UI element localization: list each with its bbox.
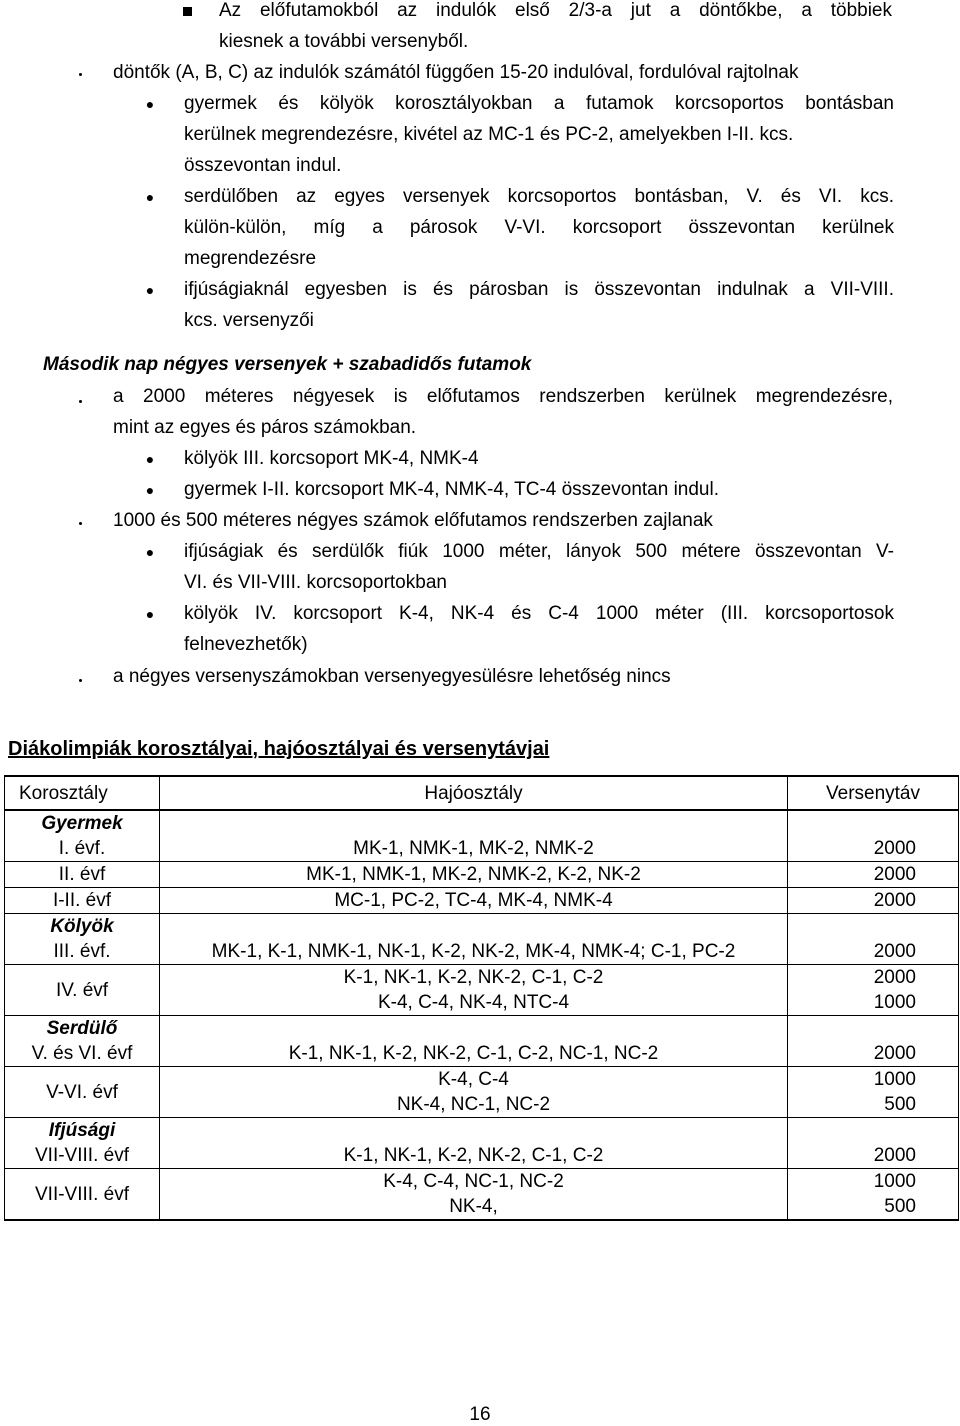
boat-cell: MK-1, NMK-1, MK-2, NMK-2, K-2, NK-2 bbox=[160, 862, 788, 888]
boat-line: NK-4, bbox=[449, 1196, 498, 1217]
small-bullet-icon bbox=[79, 400, 82, 403]
age-cell bbox=[5, 1118, 160, 1169]
group-label: Kölyök bbox=[50, 916, 114, 937]
table-row bbox=[5, 1016, 959, 1067]
table-row bbox=[5, 888, 959, 914]
distance-line: 1000 bbox=[873, 992, 916, 1013]
text-line: ifjúságiaknál egyesben is és párosban is összevontan indulnak a VII-VIII. bbox=[184, 279, 894, 300]
small-bullet-icon bbox=[79, 679, 82, 682]
bullet-icon: ● bbox=[145, 189, 155, 205]
bullet-icon: ● bbox=[145, 482, 155, 498]
bullet-icon: ● bbox=[145, 606, 155, 622]
text-line: gyermek I-II. korcsoport MK-4, NMK-4, TC-4 összevontan indul. bbox=[184, 479, 719, 500]
boat-cell: MC-1, PC-2, TC-4, MK-4, NMK-4 bbox=[160, 888, 788, 914]
distance-cell: 2000 bbox=[788, 862, 959, 888]
boat-line: K-1, NK-1, K-2, NK-2, C-1, C-2 bbox=[343, 967, 604, 988]
distance-cell bbox=[788, 1169, 959, 1221]
table-row bbox=[5, 862, 959, 888]
distance-line: 500 bbox=[884, 1094, 916, 1115]
text-line: a 2000 méteres négyesek is előfutamos rendszerben kerülnek megrendezésre, bbox=[113, 386, 893, 407]
text-line: Az előfutamokból az indulók első 2/3-a jut a döntőkbe, a többiek bbox=[219, 0, 892, 21]
distance-cell bbox=[788, 1067, 959, 1118]
year-label: V. és VI. évf bbox=[31, 1043, 133, 1064]
header-distance: Versenytáv bbox=[788, 776, 959, 810]
distance-cell: 2000 bbox=[788, 914, 959, 965]
group-label: Ifjúsági bbox=[48, 1120, 116, 1141]
table-row bbox=[5, 1169, 959, 1221]
page-number: 16 bbox=[469, 1404, 491, 1425]
boat-cell: K-1, NK-1, K-2, NK-2, C-1, C-2, NC-1, NC-2 bbox=[160, 1016, 788, 1067]
text-line: kölyök III. korcsoport MK-4, NMK-4 bbox=[184, 448, 479, 469]
text-line: megrendezésre bbox=[184, 248, 317, 269]
distance-cell bbox=[788, 965, 959, 1016]
text-line: összevontan indul. bbox=[184, 155, 342, 176]
text-line: gyermek és kölyök korosztályokban a futamok korcsoportos bontásban bbox=[184, 93, 894, 114]
bullet-icon: ● bbox=[145, 282, 155, 298]
distance-line: 1000 bbox=[873, 1171, 916, 1192]
age-cell: VII-VIII. évf bbox=[5, 1169, 160, 1221]
table-header-row bbox=[5, 776, 959, 810]
bullet-icon: ● bbox=[145, 451, 155, 467]
header-boat: Hajóosztály bbox=[160, 776, 788, 810]
square-bullet-icon bbox=[183, 7, 192, 16]
boat-cell: MK-1, K-1, NMK-1, NK-1, K-2, NK-2, MK-4, NMK-4; C-1, PC-2 bbox=[160, 914, 788, 965]
text-line: kiesnek a további versenyből. bbox=[219, 31, 469, 52]
distance-cell: 2000 bbox=[788, 1016, 959, 1067]
age-class-table bbox=[4, 775, 959, 1221]
text-line: ifjúságiak és serdülők fiúk 1000 méter, lányok 500 métere összevontan V- bbox=[184, 541, 894, 562]
boat-line: K-4, C-4 bbox=[438, 1069, 509, 1090]
table-row bbox=[5, 810, 959, 862]
boat-cell: K-1, NK-1, K-2, NK-2, C-1, C-2 bbox=[160, 1118, 788, 1169]
year-label: III. évf. bbox=[53, 941, 111, 962]
small-bullet-icon bbox=[79, 73, 82, 76]
boat-line: K-4, C-4, NC-1, NC-2 bbox=[383, 1171, 564, 1192]
bullet-icon: ● bbox=[145, 544, 155, 560]
boat-line: K-4, C-4, NK-4, NTC-4 bbox=[377, 992, 570, 1013]
text-line: 1000 és 500 méteres négyes számok előfutamos rendszerben zajlanak bbox=[113, 510, 713, 531]
text-line: döntők (A, B, C) az indulók számától függően 15-20 indulóval, fordulóval rajtolnak bbox=[113, 62, 799, 83]
section-title: Diákolimpiák korosztályai, hajóosztályai és versenytávjai bbox=[8, 738, 550, 760]
text-line: a négyes versenyszámokban versenyegyesülésre lehetőség nincs bbox=[113, 666, 671, 687]
boat-cell: MK-1, NMK-1, MK-2, NMK-2 bbox=[160, 810, 788, 862]
text-line: VI. és VII-VIII. korcsoportokban bbox=[184, 572, 447, 593]
distance-line: 1000 bbox=[873, 1069, 916, 1090]
text-line: felnevezhetők) bbox=[184, 634, 308, 655]
age-cell: I-II. évf bbox=[5, 888, 160, 914]
text-line: külön-külön, míg a párosok V-VI. korcsoport összevontan kerülnek bbox=[184, 217, 894, 238]
text-line: mint az egyes és páros számokban. bbox=[113, 417, 417, 438]
text-line: kölyök IV. korcsoport K-4, NK-4 és C-4 1000 méter (III. korcsoportosok bbox=[184, 603, 894, 624]
group-label: Serdülő bbox=[46, 1018, 118, 1039]
table-row bbox=[5, 914, 959, 965]
text-line: serdülőben az egyes versenyek korcsoportos bontásban, V. és VI. kcs. bbox=[184, 186, 894, 207]
table-row bbox=[5, 965, 959, 1016]
boat-cell bbox=[160, 1067, 788, 1118]
text-line: kcs. versenyzői bbox=[184, 310, 314, 331]
bullet-icon: ● bbox=[145, 96, 155, 112]
table-row bbox=[5, 1067, 959, 1118]
group-label: Gyermek bbox=[41, 813, 123, 834]
boat-cell bbox=[160, 1169, 788, 1221]
text-line: kerülnek megrendezésre, kivétel az MC-1 és PC-2, amelyekben I-II. kcs. bbox=[184, 124, 794, 145]
age-cell: II. évf bbox=[5, 862, 160, 888]
age-cell bbox=[5, 810, 160, 862]
year-label: VII-VIII. évf bbox=[35, 1145, 129, 1166]
age-cell: V-VI. évf bbox=[5, 1067, 160, 1118]
section-heading: Második nap négyes versenyek + szabadidős futamok bbox=[43, 354, 532, 375]
boat-cell bbox=[160, 965, 788, 1016]
distance-cell: 2000 bbox=[788, 1118, 959, 1169]
small-bullet-icon bbox=[79, 522, 82, 525]
age-cell: IV. évf bbox=[5, 965, 160, 1016]
distance-cell: 2000 bbox=[788, 888, 959, 914]
distance-line: 500 bbox=[884, 1196, 916, 1217]
distance-line: 2000 bbox=[873, 967, 916, 988]
age-cell bbox=[5, 1016, 160, 1067]
year-label: I. évf. bbox=[58, 838, 106, 859]
age-cell bbox=[5, 914, 160, 965]
distance-cell: 2000 bbox=[788, 810, 959, 862]
table-row bbox=[5, 1118, 959, 1169]
header-age: Korosztály bbox=[5, 776, 160, 810]
boat-line: NK-4, NC-1, NC-2 bbox=[396, 1094, 551, 1115]
